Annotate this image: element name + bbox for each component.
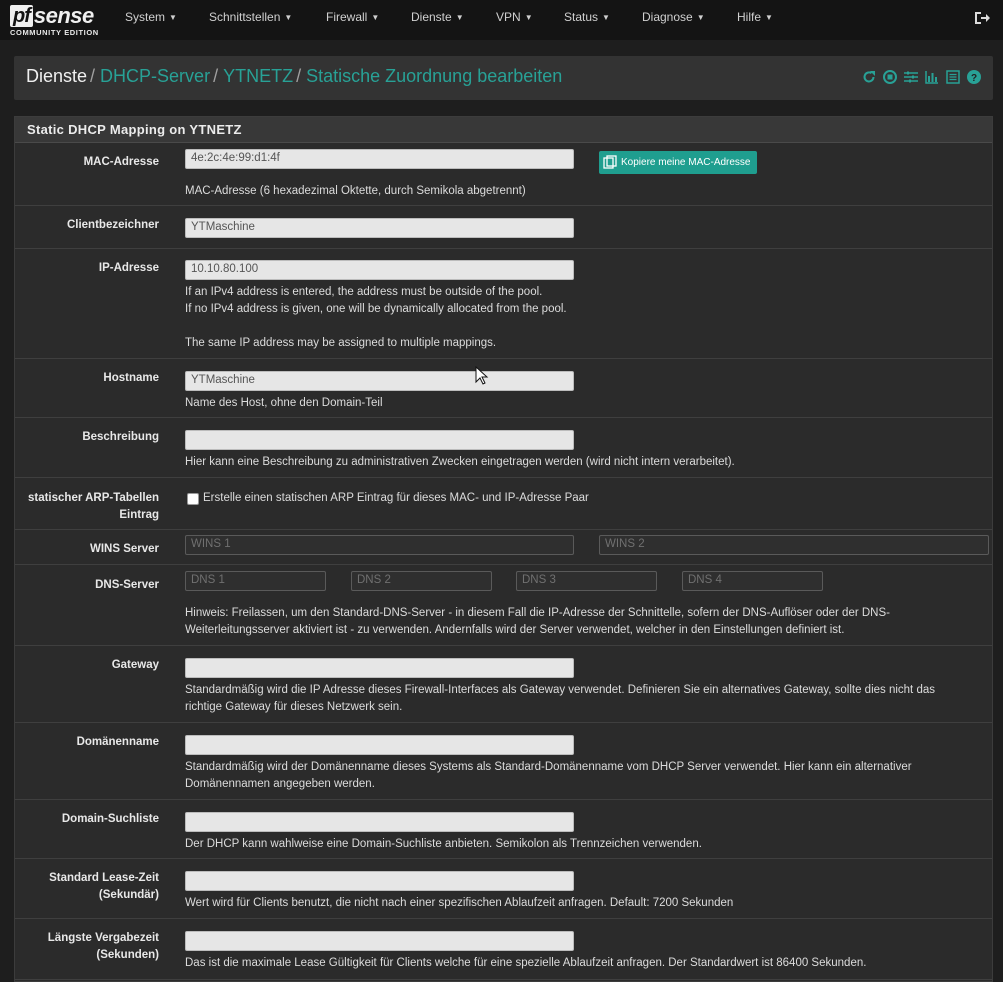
row-mac-address (15, 143, 992, 206)
logo-edition: COMMUNITY EDITION (10, 28, 99, 37)
breadcrumb-ytnetz[interactable]: YTNETZ (223, 66, 294, 86)
row-client-identifier (15, 206, 992, 249)
gateway-help-1: Standardmäßig wird die IP Adresse dieses Firewall-Interfaces als Gateway verwendet. Definieren Sie ein alternatives Gateway, sollte dies nicht das (185, 684, 935, 696)
static-arp-checkbox[interactable] (187, 493, 199, 505)
domain-name-input[interactable] (185, 735, 574, 755)
row-ip-address (15, 249, 992, 359)
ip-help-2: If no IPv4 address is given, one will be dynamically allocated from the pool. (185, 303, 567, 315)
default-lease-input[interactable] (185, 871, 574, 891)
domain-help-1: Standardmäßig wird der Domänenname dieses Systems als Standard-Domänenname vom DHCP Server verwendet. Hier kann ein alternativer (185, 761, 912, 773)
nav-diagnostics[interactable] (642, 0, 705, 40)
nav-vpn[interactable] (496, 0, 533, 40)
row-max-lease (15, 919, 992, 980)
mouse-cursor-icon (475, 366, 489, 386)
breadcrumb-services: Dienste (26, 66, 88, 86)
domain-search-list-input[interactable] (185, 812, 574, 832)
nav-label: Status (564, 10, 599, 24)
log-list-icon[interactable] (946, 70, 960, 84)
copy-mac-button-label: Kopiere meine MAC-Adresse (621, 157, 751, 168)
row-hostname (15, 359, 992, 418)
nav-label: System (125, 10, 166, 24)
nav-label: Schnittstellen (209, 10, 281, 24)
caret-down-icon: ▼ (765, 13, 773, 22)
row-domain-search-list (15, 800, 992, 859)
gateway-help-2: richtige Gateway für dieses Netzwerk sein. (185, 701, 403, 713)
search-help: Der DHCP kann wahlweise eine Domain-Suchliste anbieten. Semikolon als Trennzeichen verwenden. (185, 838, 702, 850)
dns-label: DNS-Server (95, 579, 159, 591)
caret-down-icon: ▼ (696, 13, 705, 22)
copy-mac-button[interactable] (599, 151, 757, 174)
domain-help-2: Domänennamen angegeben werden. (185, 778, 375, 790)
row-default-lease (15, 859, 992, 919)
breadcrumb (26, 66, 562, 87)
wins-1-input[interactable]: WINS 1 (185, 535, 574, 555)
restart-service-icon[interactable] (862, 70, 876, 84)
panel-header (15, 117, 992, 143)
hostname-label: Hostname (103, 372, 159, 384)
row-description (15, 418, 992, 478)
panel-title: Static DHCP Mapping on YTNETZ (27, 122, 242, 137)
dns-4-input[interactable]: DNS 4 (682, 571, 823, 591)
domain-label: Domänenname (76, 736, 159, 748)
row-static-arp (15, 478, 992, 530)
copy-icon (603, 155, 617, 169)
description-input[interactable] (185, 430, 574, 450)
logo-wordmark: sense (33, 3, 94, 28)
dns-1-input[interactable]: DNS 1 (185, 571, 326, 591)
maxlease-label-line-1: Längste Vergabezeit (47, 932, 159, 944)
settings-sliders-icon[interactable] (904, 70, 918, 84)
client-id-input[interactable]: YTMaschine (185, 218, 574, 238)
breadcrumb-separator: / (296, 66, 302, 86)
help-icon[interactable] (967, 70, 981, 84)
nav-interfaces[interactable] (209, 0, 292, 40)
gateway-label: Gateway (111, 659, 159, 671)
caret-down-icon: ▼ (284, 13, 293, 22)
row-dns-server (15, 565, 992, 646)
nav-status[interactable] (564, 0, 610, 40)
mac-address-input[interactable]: 4e:2c:4e:99:d1:4f (185, 149, 574, 169)
nav-label: Dienste (411, 10, 452, 24)
nav-label: VPN (496, 10, 521, 24)
nav-help[interactable] (737, 0, 773, 40)
nav-label: Firewall (326, 10, 368, 24)
dns-help-2: Weiterleitungsserver aktiviert ist - zu verwenden. Andernfalls wird der Server verwendet, welcher in den Einstellungen definiert ist. (185, 624, 845, 636)
breadcrumb-bar (14, 56, 993, 100)
ip-address-input[interactable]: 10.10.80.100 (185, 260, 574, 280)
lease-label-line-1: Standard Lease-Zeit (49, 872, 159, 884)
caret-down-icon: ▼ (524, 13, 533, 22)
caret-down-icon: ▼ (602, 13, 610, 22)
caret-down-icon: ▼ (169, 13, 177, 22)
nav-system[interactable] (125, 0, 177, 40)
breadcrumb-separator: / (213, 66, 219, 86)
breadcrumb-edit-static-mapping[interactable]: Statische Zuordnung bearbeiten (306, 66, 563, 86)
mac-label: MAC-Adresse (83, 156, 159, 168)
page-action-icons (862, 70, 981, 84)
nav-firewall[interactable] (326, 0, 379, 40)
description-help: Hier kann eine Beschreibung zu administrativen Zwecken eingetragen werden (wird nicht intern verarbeitet). (185, 456, 735, 468)
logo-pf-mark: pf (10, 5, 33, 27)
svg-text:?: ? (970, 73, 978, 84)
nav-label: Hilfe (737, 10, 762, 24)
wins-label: WINS Server (89, 543, 159, 555)
row-domain-name (15, 723, 992, 800)
mac-help: MAC-Adresse (6 hexadezimal Oktette, durch Semikola abgetrennt) (185, 185, 526, 197)
description-label: Beschreibung (82, 431, 159, 443)
lease-help: Wert wird für Clients benutzt, die nicht nach einer spezifischen Ablaufzeit anfragen. Default: 7200 Sekunden (185, 897, 734, 909)
hostname-help: Name des Host, ohne den Domain-Teil (185, 397, 383, 409)
static-arp-text: Erstelle einen statischen ARP Eintrag für dieses MAC- und IP-Adresse Paar (203, 492, 589, 504)
ip-help-1: If an IPv4 address is entered, the address must be outside of the pool. (185, 286, 543, 298)
max-lease-input[interactable] (185, 931, 574, 951)
dns-3-input[interactable]: DNS 3 (516, 571, 657, 591)
breadcrumb-dhcp-server[interactable]: DHCP-Server (100, 66, 211, 86)
nav-services[interactable] (411, 0, 464, 40)
lease-label-line-2: (Sekundär) (98, 889, 159, 901)
top-navbar (0, 0, 1003, 40)
static-mapping-panel (14, 116, 993, 982)
maxlease-label-line-2: (Sekunden) (96, 949, 159, 961)
nav-label: Diagnose (642, 10, 693, 24)
status-graph-icon[interactable] (925, 70, 939, 84)
stop-service-icon[interactable] (883, 70, 897, 84)
arp-label-line-2: Eintrag (119, 509, 159, 521)
caret-down-icon: ▼ (371, 13, 380, 22)
dns-2-input[interactable]: DNS 2 (351, 571, 492, 591)
pfsense-logo[interactable] (10, 3, 102, 37)
logout-icon[interactable] (973, 9, 991, 27)
row-gateway (15, 646, 992, 723)
row-wins-server (15, 530, 992, 565)
caret-down-icon: ▼ (455, 13, 464, 22)
dns-help-1: Hinweis: Freilassen, um den Standard-DNS-Server - in diesem Fall die IP-Adresse der Schnittelle, sofern der DNS-Auflöser oder der DNS- (185, 607, 890, 619)
hostname-input[interactable]: YTMaschine (185, 371, 574, 391)
gateway-input[interactable] (185, 658, 574, 678)
search-label: Domain-Suchliste (61, 813, 159, 825)
client-id-label: Clientbezeichner (66, 219, 159, 231)
maxlease-help: Das ist die maximale Lease Gültigkeit für Clients welche für eine spezielle Ablaufzeit anfragen. Der Standardwert ist 86400 Sekunden. (185, 957, 867, 969)
arp-label-line-1: statischer ARP-Tabellen (27, 492, 159, 504)
breadcrumb-separator: / (90, 66, 96, 86)
ip-help-3: The same IP address may be assigned to multiple mappings. (185, 337, 497, 349)
wins-2-input[interactable]: WINS 2 (599, 535, 989, 555)
ip-label: IP-Adresse (98, 262, 159, 274)
